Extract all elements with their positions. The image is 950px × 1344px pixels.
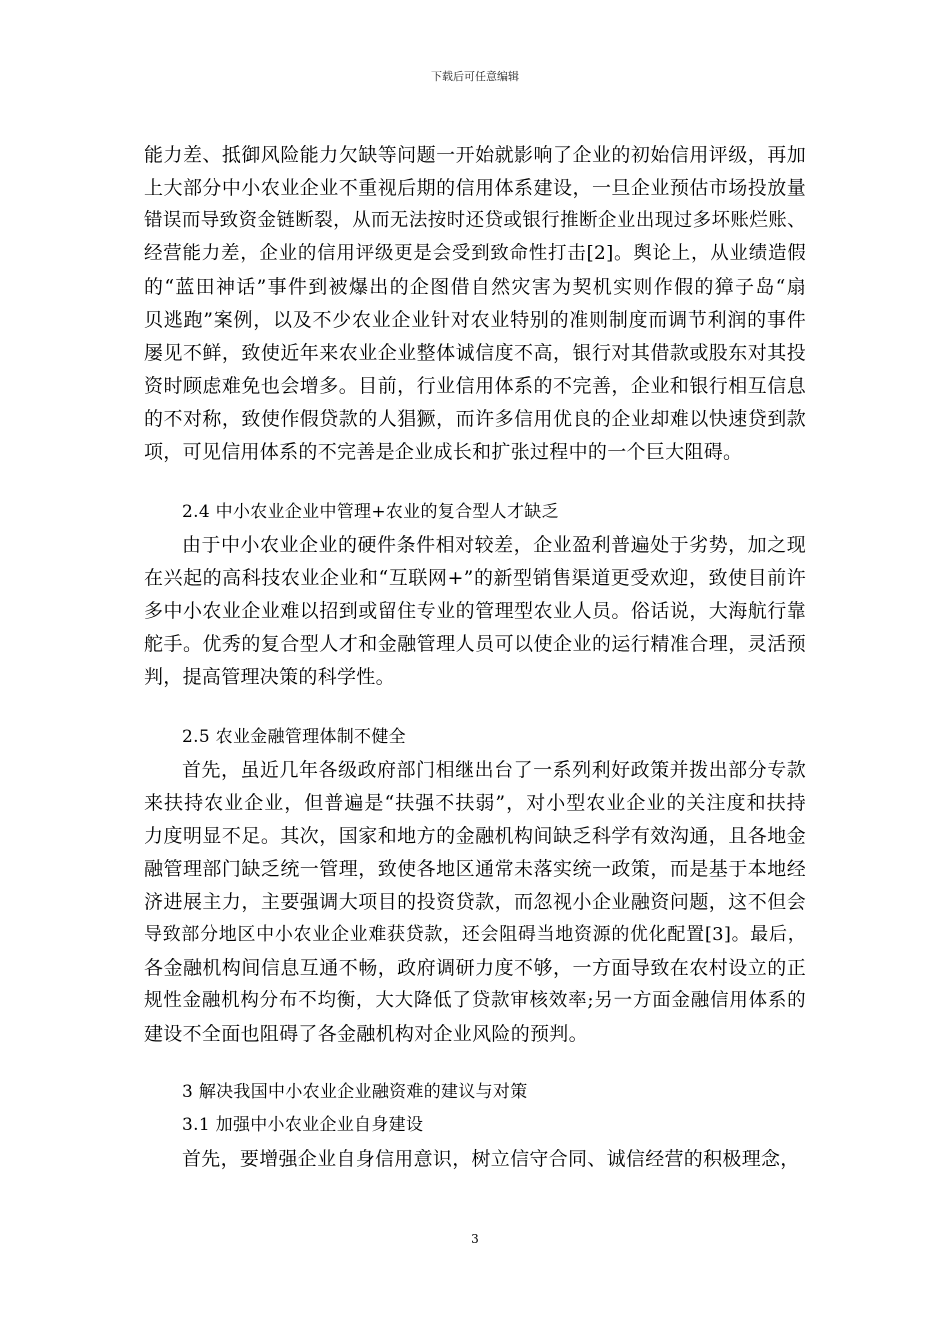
paragraph-line: 经营能力差，企业的信用评级更是会受到致命性打击[2]。舆论上，从业绩造假 <box>144 243 806 264</box>
paragraph-line: 融管理部门缺乏统一管理，致使各地区通常未落实统一政策，而是基于本地经 <box>144 858 806 880</box>
page-header: 下载后可任意编辑 <box>431 70 519 83</box>
section-heading-2-5: 2.5 农业金融管理体制不健全 <box>182 727 406 747</box>
paragraph-line: 错误而导致资金链断裂，从而无法按时还贷或银行推断企业出现过多坏账烂账、 <box>144 210 806 231</box>
paragraph-line: 首先，虽近几年各级政府部门相继出台了一系列利好政策并拨出部分专款 <box>182 759 806 781</box>
paragraph-line: 多中小农业企业难以招到或留住专业的管理型农业人员。俗话说，大海航行靠 <box>144 600 806 622</box>
paragraph-line: 贝逃跑”案例，以及不少农业企业针对农业特别的准则制度而调节利润的事件 <box>144 309 806 331</box>
paragraph-line: 判，提高管理决策的科学性。 <box>144 666 395 688</box>
paragraph-line: 能力差、抵御风险能力欠缺等问题一开始就影响了企业的初始信用评级，再加 <box>144 144 806 166</box>
paragraph-line: 济进展主力，主要强调大项目的投资贷款，而忽视小企业融资问题，这不但会 <box>144 891 806 913</box>
paragraph-line: 项，可见信用体系的不完善是企业成长和扩张过程中的一个巨大阻碍。 <box>144 441 743 463</box>
paragraph-line: 规性金融机构分布不均衡，大大降低了贷款审核效率;另一方面金融信用体系的 <box>144 990 806 1011</box>
paragraph-line: 舵手。优秀的复合型人才和金融管理人员可以使企业的运行精准合理，灵活预 <box>144 633 806 655</box>
paragraph-line: 在兴起的高科技农业企业和“互联网+”的新型销售渠道更受欢迎，致使目前许 <box>144 567 806 589</box>
paragraph-line: 上大部分中小农业企业不重视后期的信用体系建设，一旦企业预估市场投放量 <box>144 177 806 199</box>
section-heading-2-4: 2.4 中小农业企业中管理+农业的复合型人才缺乏 <box>182 502 559 522</box>
paragraph-line: 首先，要增强企业自身信用意识，树立信守合同、诚信经营的积极理念， <box>182 1148 800 1170</box>
paragraph-line: 的“蓝田神话”事件到被爆出的企图借自然灾害为契机实则作假的獐子岛“扇 <box>144 276 806 298</box>
paragraph-line: 资时顾虑难免也会增多。目前，行业信用体系的不完善，企业和银行相互信息 <box>144 375 806 397</box>
page-number: 3 <box>471 1232 479 1246</box>
paragraph-line: 力度明显不足。其次，国家和地方的金融机构间缺乏科学有效沟通，且各地金 <box>144 825 806 847</box>
section-heading-3-1: 3.1 加强中小农业企业自身建设 <box>182 1115 424 1135</box>
paragraph-line: 建设不全面也阻碍了各金融机构对企业风险的预判。 <box>144 1023 588 1045</box>
paragraph-line: 各金融机构间信息互通不畅，政府调研力度不够，一方面导致在农村设立的正 <box>144 957 806 979</box>
paragraph-line: 由于中小农业企业的硬件条件相对较差，企业盈利普遍处于劣势，加之现 <box>182 534 806 556</box>
paragraph-line: 的不对称，致使作假贷款的人猖獗，而许多信用优良的企业却难以快速贷到款 <box>144 408 806 430</box>
paragraph-line: 来扶持农业企业，但普遍是“扶强不扶弱”，对小型农业企业的关注度和扶持 <box>144 792 806 814</box>
paragraph-line: 导致部分地区中小农业企业难获贷款，还会阻碍当地资源的优化配置[3]。最后， <box>144 924 806 945</box>
section-heading-3: 3 解决我国中小农业企业融资难的建议与对策 <box>182 1082 528 1102</box>
paragraph-line: 屡见不鲜，致使近年来农业企业整体诚信度不高，银行对其借款或股东对其投 <box>144 342 806 364</box>
